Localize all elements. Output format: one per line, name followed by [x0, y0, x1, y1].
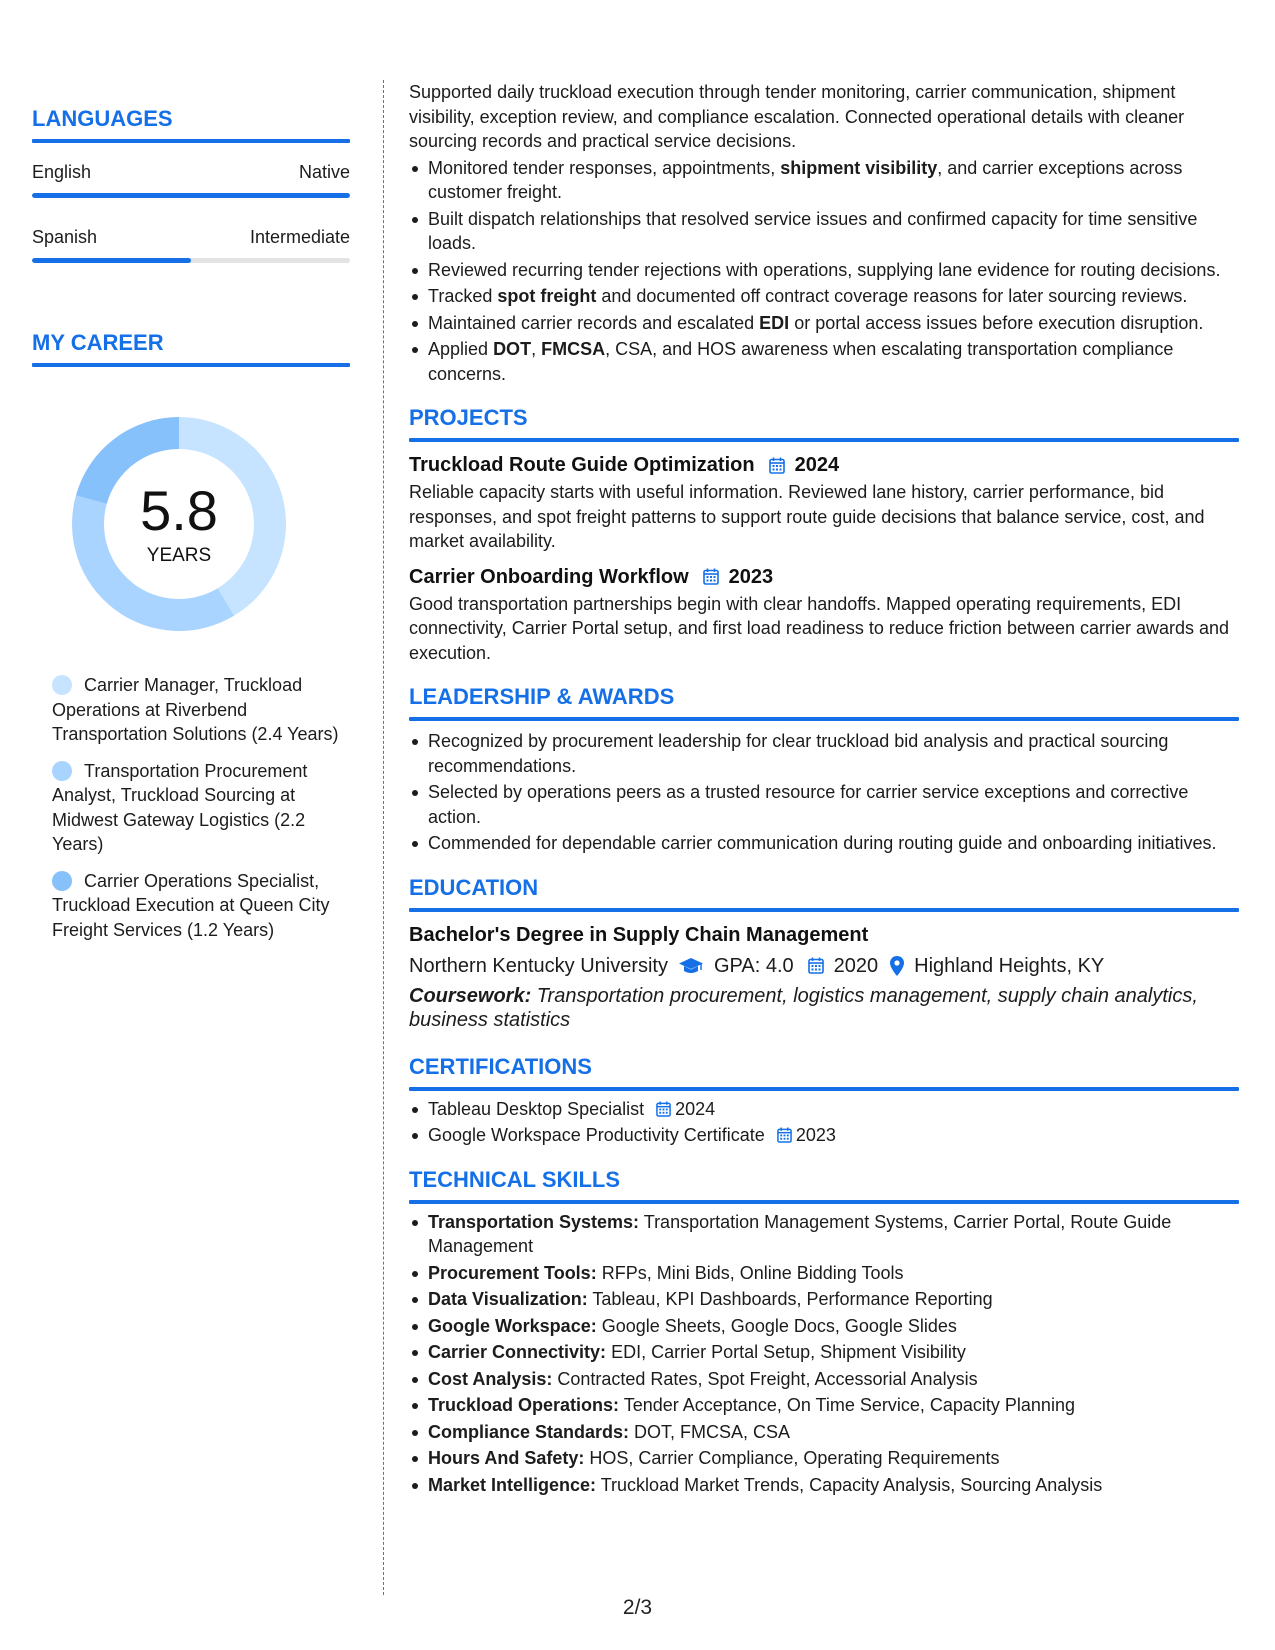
skill-item — [409, 1393, 1239, 1418]
experience-summary: Supported daily truckload execution through tender monitoring, carrier communication, shipment visibility, exception review, and compliance escalation. Connected operational details with cleaner sourcing records and practical service decisions. — [409, 82, 1185, 151]
calendar-icon — [703, 568, 719, 585]
calendar-icon — [656, 1101, 671, 1117]
skill-values: DOT, FMCSA, CSA — [629, 1421, 791, 1442]
skill-category: Google Workspace: — [428, 1315, 597, 1336]
skill-item — [409, 1314, 1239, 1339]
legend-label: Transportation Procurement Analyst, Truckload Sourcing at Midwest Gateway Logistics (2.2 Years) — [52, 760, 308, 854]
experience-bullet — [409, 156, 1239, 205]
certification-name: Google Workspace Productivity Certificate — [428, 1125, 765, 1145]
languages-heading: LANGUAGES — [32, 106, 173, 131]
list-item — [409, 1097, 1239, 1122]
career-donut-chart — [66, 411, 292, 637]
skill-values: RFPs, Mini Bids, Online Bidding Tools — [596, 1262, 904, 1283]
skill-values: Transportation Management Systems, Carrier Portal, Route Guide Management — [428, 1211, 1172, 1256]
skills-section — [409, 1166, 1239, 1498]
location: Highland Heights, KY — [914, 954, 1105, 977]
bullet-text: , — [531, 339, 542, 359]
skill-values: Contracted Rates, Spot Freight, Accessorial Analysis — [552, 1368, 978, 1389]
projects-heading: PROJECTS — [409, 405, 528, 430]
career-total-value: 5.8 — [140, 479, 218, 542]
skill-item — [409, 1446, 1239, 1471]
section-rule — [32, 363, 350, 367]
skill-values: EDI, Carrier Portal Setup, Shipment Visibility — [606, 1342, 966, 1362]
section-rule — [32, 139, 350, 143]
skill-item — [409, 1287, 1239, 1312]
project-item — [409, 564, 1239, 666]
gpa: GPA: 4.0 — [713, 954, 794, 977]
skill-values: Tender Acceptance, On Time Service, Capacity Planning — [619, 1395, 1075, 1415]
section-rule — [409, 438, 1239, 442]
skill-values: Truckload Market Trends, Capacity Analysis, Sourcing Analysis — [596, 1474, 1103, 1495]
calendar-icon — [777, 1127, 792, 1143]
experience-bullet — [409, 311, 1239, 336]
education-details — [409, 952, 1239, 980]
skills-list — [409, 1210, 1239, 1498]
bullet-text: , CSA, and HOS awareness when escalating transportation compliance concerns. — [428, 339, 1174, 384]
language-item-spanish — [32, 226, 350, 263]
skill-item — [409, 1340, 1239, 1365]
skill-item — [409, 1210, 1239, 1259]
section-rule — [409, 908, 1239, 912]
bullet-text: Tracked — [428, 286, 498, 306]
legend-swatch — [52, 761, 72, 781]
sidebar — [32, 105, 350, 954]
section-rule — [409, 717, 1239, 721]
certifications-section — [409, 1053, 1239, 1148]
language-proficiency-fill — [32, 258, 191, 263]
leadership-section — [409, 683, 1239, 856]
bullet-keyword: shipment visibility — [780, 157, 938, 178]
skill-category: Compliance Standards: — [428, 1421, 630, 1442]
list-item: Selected by operations peers as a trusted resource for carrier service exceptions and corrective action. — [409, 780, 1239, 829]
skill-category: Cost Analysis: — [428, 1368, 553, 1389]
certification-year: 2023 — [795, 1125, 836, 1145]
skill-category: Carrier Connectivity: — [428, 1342, 607, 1362]
experience-bullet — [409, 207, 1239, 256]
skill-item — [409, 1367, 1239, 1392]
school-name: Northern Kentucky University — [409, 954, 668, 977]
graduation-year: 2020 — [833, 954, 879, 977]
skill-values: Google Sheets, Google Docs, Google Slides — [596, 1315, 957, 1336]
skill-category: Data Visualization: — [428, 1289, 588, 1309]
legend-item — [52, 759, 350, 857]
language-proficiency-bar — [32, 193, 350, 198]
language-item-english — [32, 161, 350, 198]
experience-bullet — [409, 258, 1239, 283]
certifications-heading: CERTIFICATIONS — [409, 1053, 592, 1079]
list-item — [409, 1123, 1239, 1148]
bullet-text: Maintained carrier records and escalated — [428, 312, 760, 333]
coursework-label: Coursework: — [409, 984, 532, 1007]
career-total-unit: YEARS — [146, 545, 212, 566]
legend-swatch — [52, 675, 72, 695]
page-number: 2/3 — [622, 1596, 653, 1619]
experience-bullet — [409, 337, 1239, 386]
coursework-text: Transportation procurement, logistics management, supply chain analytics, business statistics — [409, 984, 1198, 1031]
certification-year: 2024 — [675, 1098, 716, 1119]
bullet-text: Monitored tender responses, appointments, — [428, 157, 781, 178]
bullet-keyword: spot freight — [497, 286, 597, 306]
main-column — [409, 80, 1239, 1497]
leadership-list — [409, 729, 1239, 856]
skills-heading: TECHNICAL SKILLS — [409, 1166, 621, 1192]
bullet-keyword: DOT — [493, 339, 532, 359]
language-level: Native — [298, 162, 350, 182]
column-divider — [383, 80, 384, 1595]
leadership-heading: LEADERSHIP & AWARDS — [409, 684, 675, 709]
project-year: 2023 — [728, 565, 774, 588]
skill-category: Transportation Systems: — [428, 1211, 640, 1232]
language-name: English — [32, 162, 92, 182]
skill-values: HOS, Carrier Compliance, Operating Requirements — [584, 1448, 1000, 1468]
bullet-text: , and carrier exceptions across customer freight. — [428, 157, 1183, 202]
experience-block — [409, 80, 1239, 386]
bullet-text: Built dispatch relationships that resolved service issues and confirmed capacity for time sensitive loads. — [428, 208, 1198, 253]
projects-section — [409, 404, 1239, 665]
project-item — [409, 452, 1239, 554]
calendar-icon — [769, 457, 785, 474]
language-level: Intermediate — [249, 227, 350, 247]
graduation-cap-icon — [678, 957, 704, 975]
legend-item — [52, 869, 350, 943]
location-pin-icon — [890, 956, 904, 976]
legend-label: Carrier Operations Specialist, Truckload Execution at Queen City Freight Services (1.2 Years) — [52, 870, 330, 940]
languages-section — [32, 105, 350, 263]
bullet-keyword: EDI — [759, 312, 790, 333]
calendar-icon — [808, 957, 824, 974]
coursework — [409, 984, 1239, 1033]
project-name: Truckload Route Guide Optimization — [409, 454, 755, 476]
education-heading: EDUCATION — [409, 874, 539, 900]
bullet-keyword: FMCSA — [541, 339, 606, 359]
skill-category: Truckload Operations: — [428, 1395, 620, 1415]
skill-category: Procurement Tools: — [428, 1262, 597, 1283]
section-rule — [409, 1087, 1239, 1091]
bullet-text: and documented off contract coverage reasons for later sourcing reviews. — [596, 286, 1188, 306]
degree-title: Bachelor's Degree in Supply Chain Management — [409, 923, 869, 946]
bullet-text: Applied — [428, 339, 494, 359]
experience-bullets — [409, 156, 1239, 387]
project-description: Reliable capacity starts with useful information. Reviewed lane history, carrier performance, bid responses, and spot freight patterns to support route guide decisions that balance service, cost, and market availability. — [409, 482, 1205, 551]
project-year: 2024 — [794, 454, 840, 476]
legend-item — [52, 673, 350, 747]
skill-category: Market Intelligence: — [428, 1474, 597, 1495]
project-name: Carrier Onboarding Workflow — [409, 565, 689, 588]
list-item: Recognized by procurement leadership for clear truckload bid analysis and practical sourcing recommendations. — [409, 729, 1239, 778]
skill-category: Hours And Safety: — [428, 1448, 585, 1468]
career-legend — [52, 673, 350, 942]
language-proficiency-bar — [32, 258, 350, 263]
skill-item — [409, 1261, 1239, 1286]
language-proficiency-fill — [32, 193, 350, 198]
language-name: Spanish — [32, 227, 98, 247]
list-item: Commended for dependable carrier communication during routing guide and onboarding initiatives. — [409, 831, 1239, 856]
skill-item — [409, 1420, 1239, 1445]
bullet-text: or portal access issues before execution disruption. — [789, 312, 1204, 333]
certifications-list — [409, 1097, 1239, 1148]
skill-values: Tableau, KPI Dashboards, Performance Reporting — [587, 1289, 993, 1309]
section-rule — [409, 1200, 1239, 1204]
career-heading: MY CAREER — [32, 330, 164, 355]
bullet-text: Reviewed recurring tender rejections with operations, supplying lane evidence for routing decisions. — [428, 259, 1221, 280]
skill-item — [409, 1473, 1239, 1498]
project-description: Good transportation partnerships begin with clear handoffs. Mapped operating requirements, EDI connectivity, Carrier Portal setup, and first load readiness to reduce friction between carrier awards and execution. — [409, 593, 1230, 663]
legend-swatch — [52, 871, 72, 891]
education-section — [409, 874, 1239, 1033]
certification-name: Tableau Desktop Specialist — [428, 1098, 645, 1119]
career-section — [32, 329, 350, 942]
experience-bullet — [409, 284, 1239, 309]
legend-label: Carrier Manager, Truckload Operations at Riverbend Transportation Solutions (2.4 Years) — [52, 675, 339, 744]
